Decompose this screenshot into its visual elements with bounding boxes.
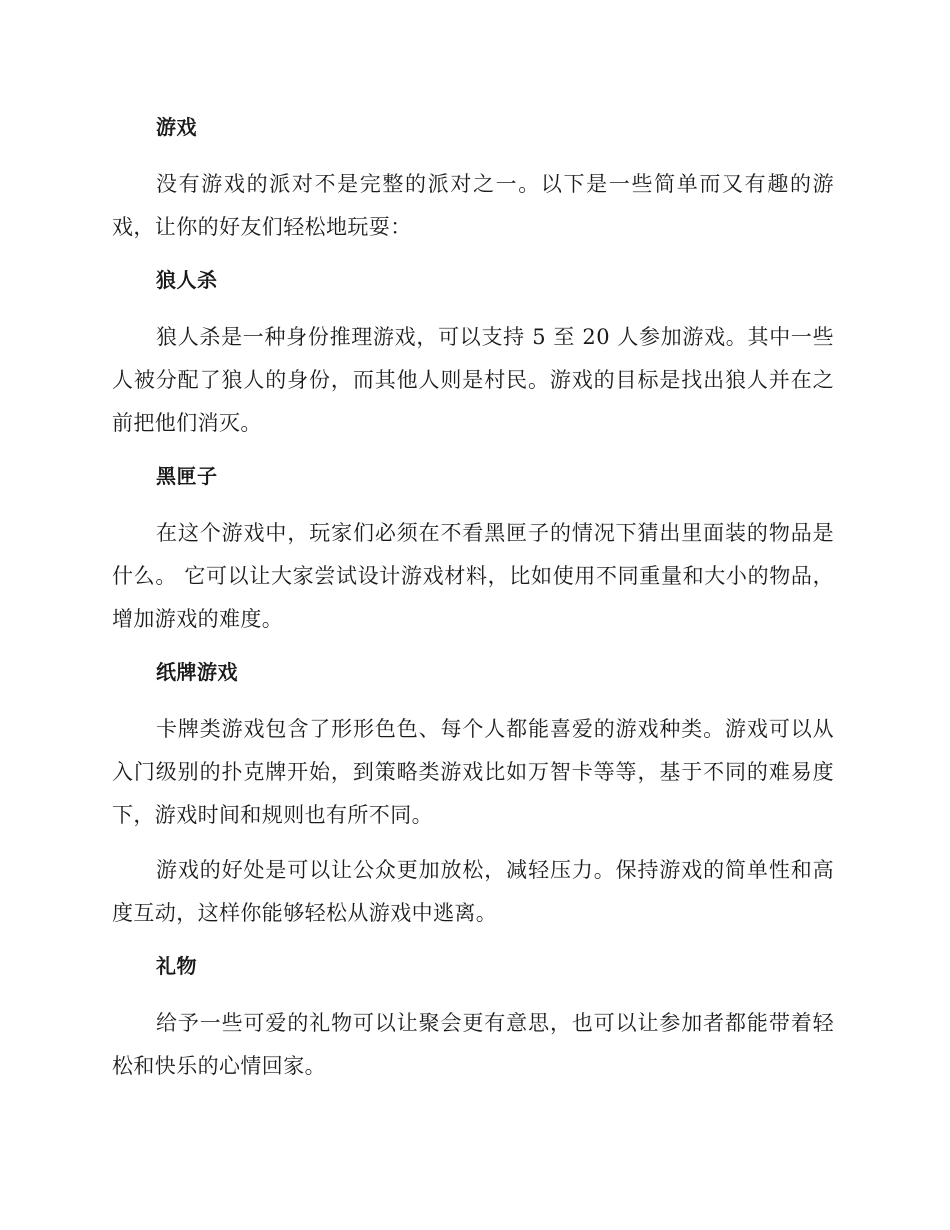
paragraph: 卡牌类游戏包含了形形色色、每个人都能喜爱的游戏种类。游戏可以从入门级别的扑克牌开始，到策略类游戏比如万智卡等等，基于不同的难易度下，游戏时间和规则也有所不同。: [112, 717, 834, 827]
section-card-games: [112, 653, 834, 935]
section-heading: 黑匣子: [156, 464, 218, 488]
section-heading: 游戏: [156, 115, 197, 139]
section-heading: 纸牌游戏: [156, 660, 238, 684]
section-gifts: [112, 947, 834, 1088]
paragraph: 狼人杀是一种身份推理游戏，可以支持 5 至 20 人参加游戏。其中一些人被分配了狼人的身份，而其他人则是村民。游戏的目标是找出狼人并在之前把他们消灭。: [112, 325, 834, 435]
paragraph: 游戏的好处是可以让公众更加放松，减轻压力。保持游戏的简单性和高度互动，这样你能够轻松从游戏中逃离。: [112, 858, 834, 925]
paragraph: 在这个游戏中，玩家们必须在不看黑匣子的情况下猜出里面装的物品是什么。 它可以让大家尝试设计游戏材料，比如使用不同重量和大小的物品，增加游戏的难度。: [112, 521, 834, 631]
section-heading: 狼人杀: [156, 268, 218, 292]
section-werewolf: [112, 261, 834, 445]
section-heading: 礼物: [156, 954, 197, 978]
section-black-box: [112, 457, 834, 641]
document-body: [112, 108, 834, 1088]
paragraph: 没有游戏的派对不是完整的派对之一。以下是一些简单而又有趣的游戏，让你的好友们轻松地玩耍：: [112, 172, 834, 239]
section-games: [112, 108, 834, 249]
paragraph: 给予一些可爱的礼物可以让聚会更有意思，也可以让参加者都能带着轻松和快乐的心情回家。: [112, 1011, 834, 1078]
